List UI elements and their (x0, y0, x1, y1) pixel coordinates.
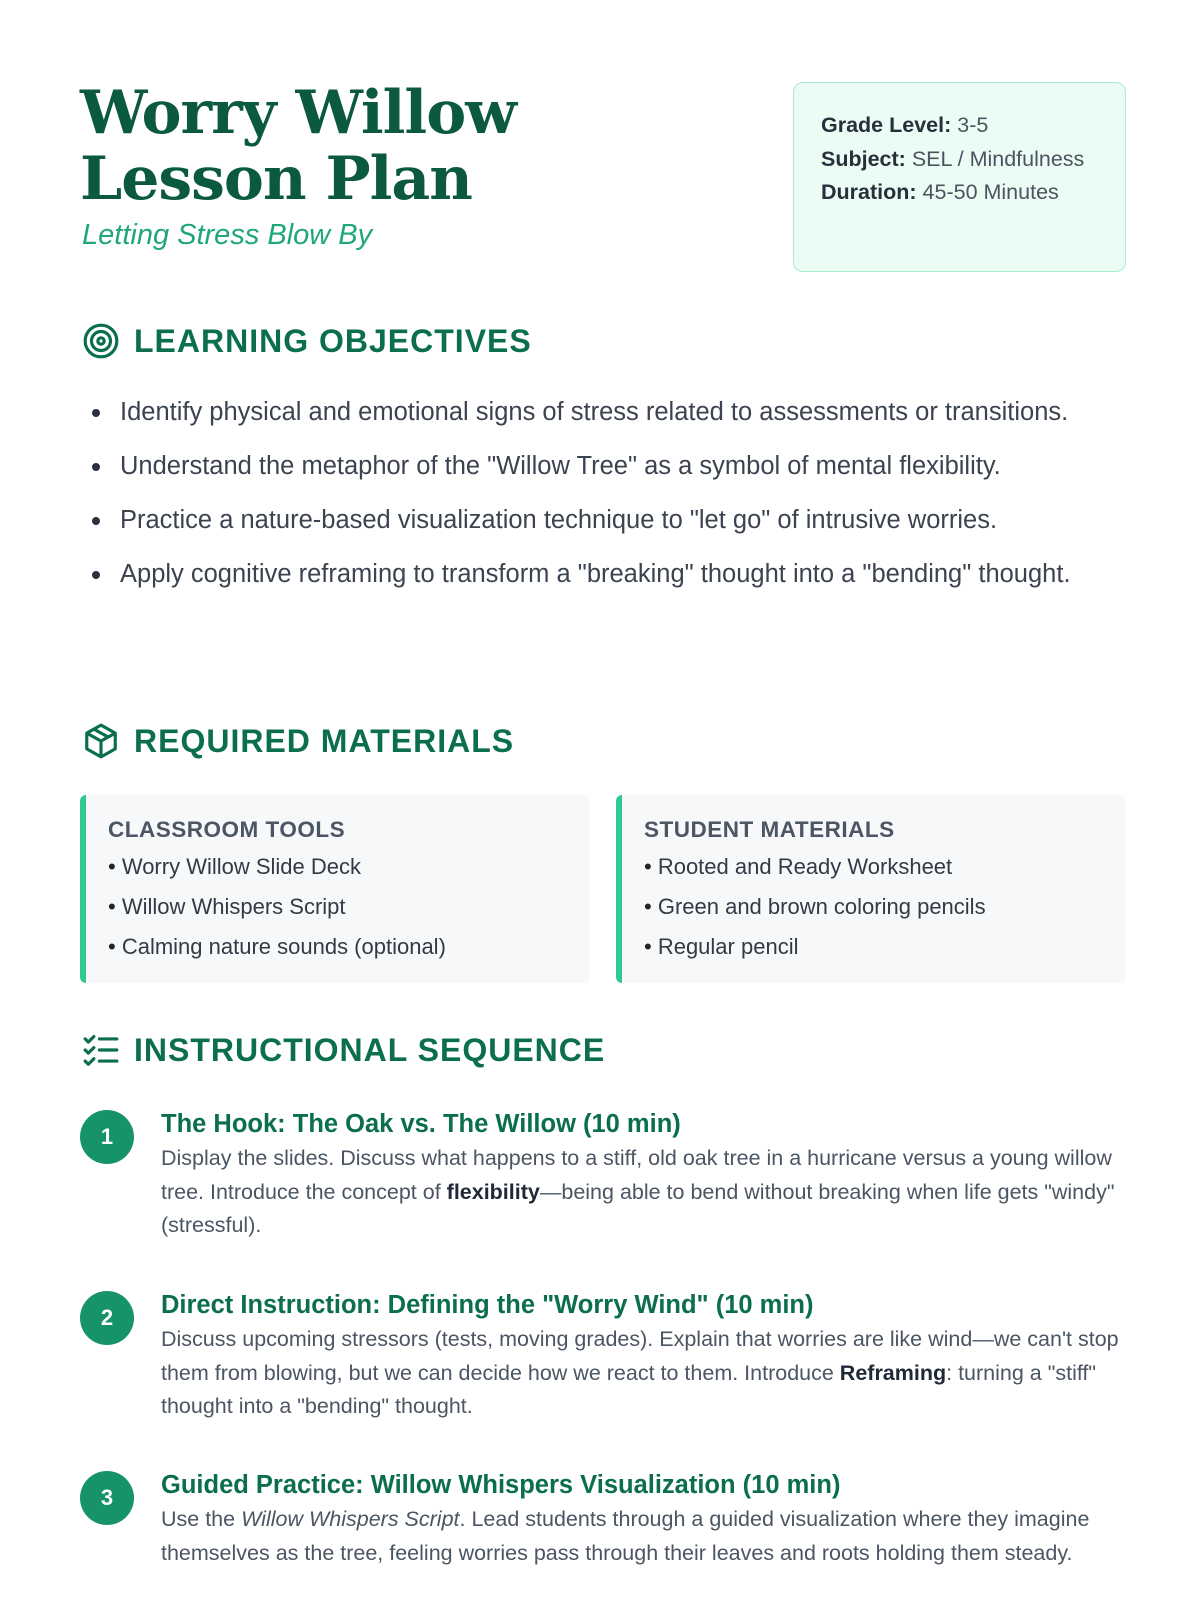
classroom-tools-box (80, 795, 590, 983)
page-subtitle: Letting Stress Blow By (82, 219, 373, 251)
subject-value: SEL / Mindfulness (911, 146, 1085, 171)
grade-level-label: Grade Level: (821, 113, 952, 137)
list-item: • Rooted and Ready Worksheet (644, 847, 1104, 887)
list-item: Understand the metaphor of the "Willow Tree" as a symbol of mental flexibility. (90, 446, 1090, 486)
step-number-badge: 2 (80, 1291, 134, 1345)
list-check-icon (82, 1031, 120, 1069)
step-text-part: Use the (161, 1507, 242, 1531)
materials-heading (82, 718, 514, 764)
list-item: • Calming nature sounds (optional) (108, 927, 568, 967)
step-text-part: : turning a "stiff" thought into a "bending" thought. (161, 1360, 1097, 1418)
grade-level-row (821, 109, 1098, 143)
classroom-tools-title: CLASSROOM TOOLS (108, 817, 346, 842)
objectives-heading-text: LEARNING OBJECTIVES (134, 322, 532, 359)
student-materials-box (616, 795, 1126, 983)
step-number-badge: 3 (80, 1471, 134, 1525)
step-emphasis: Willow Whispers Script (241, 1507, 460, 1531)
subject-label: Subject: (821, 146, 906, 171)
duration-value: 45-50 Minutes (922, 180, 1059, 204)
student-materials-title: STUDENT MATERIALS (644, 817, 895, 842)
objectives-list (90, 392, 1090, 608)
duration-label: Duration: (821, 180, 917, 204)
step-body (161, 1467, 1121, 1570)
classroom-tools-list (108, 847, 568, 967)
step-description (161, 1503, 1121, 1570)
list-item: Identify physical and emotional signs of stress related to assessments or transitions. (90, 392, 1090, 432)
step-title: The Hook: The Oak vs. The Willow (10 min) (161, 1110, 681, 1138)
step-text-part: Discuss upcoming stressors (tests, moving grades). Explain that worries are like wind—we can't stop them from blowing, but we can decide how we react to them. Introduce (161, 1327, 1119, 1385)
step-description (161, 1323, 1121, 1424)
sequence-heading (82, 1027, 605, 1073)
step-emphasis: flexibility (446, 1179, 540, 1204)
step-text-part: Display the slides. Discuss what happens to a stiff, old oak tree in a hurricane versus a young willow tree. Introduce the concept of (161, 1146, 1112, 1204)
target-icon (82, 322, 120, 360)
step-body (161, 1106, 1121, 1243)
step-title: Direct Instruction: Defining the "Worry Wind" (10 min) (161, 1291, 814, 1319)
list-item: • Regular pencil (644, 927, 1104, 967)
step-description (161, 1142, 1121, 1243)
subject-row (821, 143, 1098, 177)
step-body (161, 1287, 1121, 1424)
list-item: Apply cognitive reframing to transform a "breaking" thought into a "bending" thought. (90, 554, 1090, 594)
objectives-heading (82, 318, 532, 364)
grade-level-value: 3-5 (957, 113, 989, 137)
step-number-badge: 1 (80, 1110, 134, 1164)
list-item: • Willow Whispers Script (108, 887, 568, 927)
step-text-part: . Lead students through a guided visualization where they imagine themselves as the tree, feeling worries pass through their leaves and roots holding them steady. (161, 1507, 1090, 1565)
sequence-heading-text: INSTRUCTIONAL SEQUENCE (134, 1031, 606, 1068)
step-emphasis: Reframing (839, 1360, 947, 1385)
step-text-part: —being able to bend without breaking when life gets "windy" (stressful). (161, 1179, 1115, 1237)
list-item: • Worry Willow Slide Deck (108, 847, 568, 887)
page-title: Worry Willow Lesson Plan (80, 78, 516, 214)
student-materials-list (644, 847, 1104, 967)
list-item: Practice a nature-based visualization technique to "let go" of intrusive worries. (90, 500, 1090, 540)
package-icon (82, 722, 120, 760)
lesson-info-card (793, 82, 1126, 272)
step-title: Guided Practice: Willow Whispers Visualization (10 min) (161, 1471, 841, 1499)
duration-row (821, 176, 1098, 210)
list-item: • Green and brown coloring pencils (644, 887, 1104, 927)
materials-heading-text: REQUIRED MATERIALS (134, 722, 515, 759)
